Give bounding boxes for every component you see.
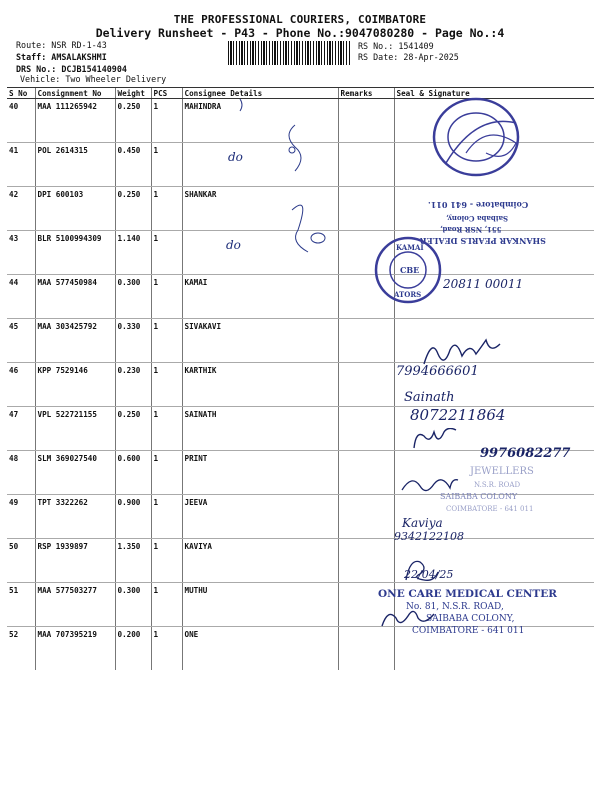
cell-sno: 41 [7,143,35,187]
cell-pcs: 1 [151,495,182,539]
handwritten-phone-47: 8072211864 [410,406,506,424]
cell-weight: 0.600 [115,451,151,495]
shankar-stamp-addr2: Saibaba Colony, [446,214,509,223]
cell-sno: 43 [7,231,35,275]
cell-remarks [338,231,394,275]
table-row [7,319,594,363]
rs-date: RS Date: 28-Apr-2025 [358,52,459,62]
ditto-mark-43: do [226,238,241,252]
cell-consignee [182,231,338,275]
cell-consignee: ONE [182,627,338,671]
cell-sno: 44 [7,275,35,319]
col-seal-signature: Seal & Signature [394,88,594,99]
cell-consignee: MUTHU [182,583,338,627]
onecare-stamp-addr: No. 81, N.S.R. ROAD, [406,602,504,612]
cell-weight: 0.230 [115,363,151,407]
cell-pcs: 1 [151,319,182,363]
jeeva-stamp-shop: JEWELLERS [470,466,534,477]
cell-consignment: KPP 7529146 [35,363,115,407]
cell-consignment: TPT 3322262 [35,495,115,539]
shankar-stamp-city: Coimbatore - 641 011. [428,200,529,210]
col-sno: S No [7,88,35,99]
cell-weight: 0.300 [115,583,151,627]
cell-weight: 0.900 [115,495,151,539]
cell-consignment: MAA 303425792 [35,319,115,363]
table-header-row [7,88,594,99]
cell-consignment: RSP 1939897 [35,539,115,583]
cell-consignment: BLR 5100994309 [35,231,115,275]
jeeva-stamp-city: COIMBATORE - 641 011 [446,505,534,513]
cell-sno: 47 [7,407,35,451]
cell-consignment: DPI 600103 [35,187,115,231]
cell-pcs: 1 [151,187,182,231]
shankar-stamp-addr1: 551, NSR Road, [440,225,502,234]
handwritten-date-51: 22/04/25 [404,568,454,581]
cell-sno: 48 [7,451,35,495]
cell-consignee: KAVIYA [182,539,338,583]
cell-consignment: MAA 707395219 [35,627,115,671]
cell-pcs: 1 [151,99,182,143]
cell-weight: 0.250 [115,187,151,231]
cell-consignee: PRINT [182,451,338,495]
cell-sno: 51 [7,583,35,627]
cell-pcs: 1 [151,275,182,319]
barcode [228,41,350,65]
handwritten-name-50: Kaviya [402,516,443,530]
cell-remarks [338,143,394,187]
cell-weight: 0.450 [115,143,151,187]
handwritten-name-47: Sainath [404,390,455,405]
cell-signature [394,319,594,363]
route-label: Route: NSR RD-1-43 [16,40,107,50]
runsheet-subtitle: Delivery Runsheet - P43 - Phone No.:9047080280 - Page No.:4 [95,26,505,40]
runsheet-title: THE PROFESSIONAL COURIERS, COIMBATORE [173,13,427,26]
cell-pcs: 1 [151,363,182,407]
runsheet-table [7,87,594,670]
cell-pcs: 1 [151,583,182,627]
cell-remarks [338,407,394,451]
onecare-stamp-name: ONE CARE MEDICAL CENTER [378,588,557,600]
cell-consignment: MAA 577503277 [35,583,115,627]
cell-weight: 1.140 [115,231,151,275]
cell-sno: 49 [7,495,35,539]
jeeva-stamp-addr: N.S.R. ROAD [474,481,521,489]
cell-consignee: SAINATH [182,407,338,451]
cell-consignment: MAA 577450984 [35,275,115,319]
cell-consignee: JEEVA [182,495,338,539]
cell-sno: 46 [7,363,35,407]
cell-consignment: VPL 522721155 [35,407,115,451]
cell-remarks [338,319,394,363]
cell-weight: 0.250 [115,99,151,143]
cell-pcs: 1 [151,143,182,187]
col-consignment: Consignment No [35,88,115,99]
staff-label: Staff: AMSALAKSHMI [16,52,107,62]
cell-weight: 0.200 [115,627,151,671]
table-row [7,99,594,143]
cell-remarks [338,363,394,407]
col-consignee: Consignee Details [182,88,338,99]
cell-weight: 1.350 [115,539,151,583]
handwritten-phone-46: 7994666601 [396,364,479,379]
cell-sno: 50 [7,539,35,583]
cell-pcs: 1 [151,231,182,275]
cell-consignment: SLM 369027540 [35,451,115,495]
cell-consignee: MAHINDRA [182,99,338,143]
cell-weight: 0.250 [115,407,151,451]
jeeva-stamp-area: SAIBABA COLONY [440,492,518,501]
cell-consignee: SIVAKAVI [182,319,338,363]
cell-remarks [338,495,394,539]
kamai-seal-mid: CBE [400,265,420,275]
table-row [7,407,594,451]
cell-consignee: KAMAI [182,275,338,319]
cell-pcs: 1 [151,627,182,671]
cell-remarks [338,275,394,319]
drs-number: DRS No.: DCJB154140904 [16,64,127,74]
cell-sno: 52 [9,630,19,639]
handwritten-phone-44: 20811 00011 [443,277,524,291]
cell-pcs: 1 [151,407,182,451]
cell-pcs: 1 [151,451,182,495]
cell-consignee: SHANKAR [182,187,338,231]
cell-signature [394,143,594,187]
table-row [7,143,594,187]
cell-remarks [338,539,394,583]
onecare-stamp-area: SAIBABA COLONY, [426,614,515,624]
cell-consignee [182,143,338,187]
cell-remarks [338,451,394,495]
cell-consignment: MAA 111265942 [35,99,115,143]
cell-signature [394,99,594,143]
cell-remarks [338,99,394,143]
table-row [7,363,594,407]
handwritten-phone-48: 9976082277 [480,446,571,461]
col-weight: Weight [115,88,151,99]
onecare-stamp-city: COIMBATORE - 641 011 [412,626,525,636]
cell-weight: 0.300 [115,275,151,319]
cell-sno: 40 [7,99,35,143]
table-row [7,495,594,539]
handwritten-phone-50: 9342122108 [394,530,464,543]
ditto-mark-41: do [228,150,243,164]
cell-sno: 42 [7,187,35,231]
rs-number: RS No.: 1541409 [358,41,434,51]
kamai-seal-bottom: ATORS [394,290,422,299]
cell-sno: 45 [7,319,35,363]
table-row [7,539,594,583]
kamai-seal-top: KAMAI [396,243,424,252]
vehicle-label: Vehicle: Two Wheeler Delivery [20,74,167,84]
shankar-stamp-name: SHANKAR PEARLS DEALER [420,236,546,246]
col-remarks: Remarks [338,88,394,99]
cell-remarks [338,627,394,671]
cell-remarks [338,187,394,231]
cell-consignment: POL 2614315 [35,143,115,187]
cell-consignee: KARTHIK [182,363,338,407]
cell-pcs: 1 [151,539,182,583]
col-pcs: PCS [151,88,182,99]
cell-weight: 0.330 [115,319,151,363]
